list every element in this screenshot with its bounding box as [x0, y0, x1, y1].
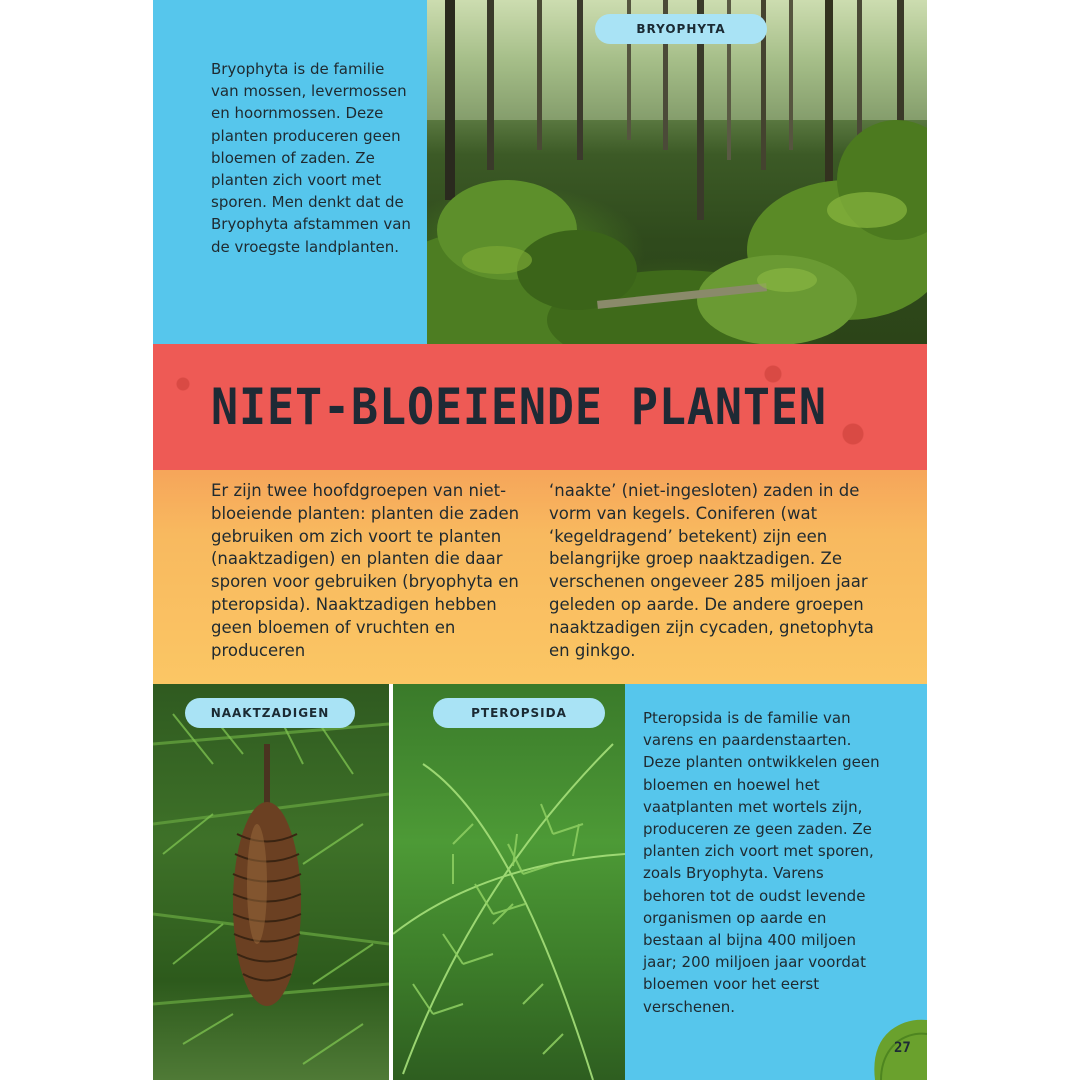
book-page [153, 0, 927, 1080]
title-band [153, 344, 927, 470]
bryophyta-description: Bryophyta is de familie van mossen, levermossen en hoornmossen. Deze planten produceren geen bloemen of zaden. Ze planten zich voort met sporen. Men denkt dat de Bryophyta afstammen van de vroegste landplanten. [211, 60, 411, 256]
page-title: NIET-BLOEIENDE PLANTEN [211, 378, 827, 436]
intro-text-right: ‘naakte’ (niet-ingesloten) zaden in de vorm van kegels. Coniferen (wat ‘kegeldragend’ betekent) zijn een belangrijke groep naaktzadigen. Ze verschenen ongeveer 285 miljoen jaar geleden op aarde. De andere groepen naaktzadigen zijn cycaden, gnetophyta en ginkgo. [549, 481, 874, 660]
bryophyta-text-panel [153, 0, 427, 344]
pine-cone-photo [153, 684, 389, 1080]
moss-forest-photo [427, 0, 927, 344]
pteropsida-label: PTEROPSIDA [433, 698, 605, 728]
forest-illustration [427, 0, 927, 344]
pteropsida-description: Pteropsida is de familie van varens en paardenstaarten. Deze planten ontwikkelen geen bloemen en hoewel het vaatplanten met wortels zijn, produceren ze geen zaden. Ze planten zich voort met sporen, zoals Bryophyta. Varens behoren tot de oudst levende organismen op aarde en bestaan al bijna 400 miljoen jaar; 200 miljoen jaar voordat bloemen voor het eerst verschenen. [643, 709, 880, 1016]
pine-cone-illustration [153, 684, 389, 1080]
fern-photo [393, 684, 625, 1080]
intro-band [153, 470, 927, 684]
page-number: 27 [894, 1040, 911, 1056]
naaktzadigen-label: NAAKTZADIGEN [185, 698, 355, 728]
intro-text-left: Er zijn twee hoofdgroepen van niet-bloeiende planten: planten die zaden gebruiken om zich voort te planten (naaktzadigen) en planten die daar sporen voor gebruiken (bryophyta en pteropsida). Naaktzadigen hebben geen bloemen of vruchten en produceren [211, 481, 520, 660]
bryophyta-label: BRYOPHYTA [595, 14, 767, 44]
fern-illustration [393, 684, 625, 1080]
